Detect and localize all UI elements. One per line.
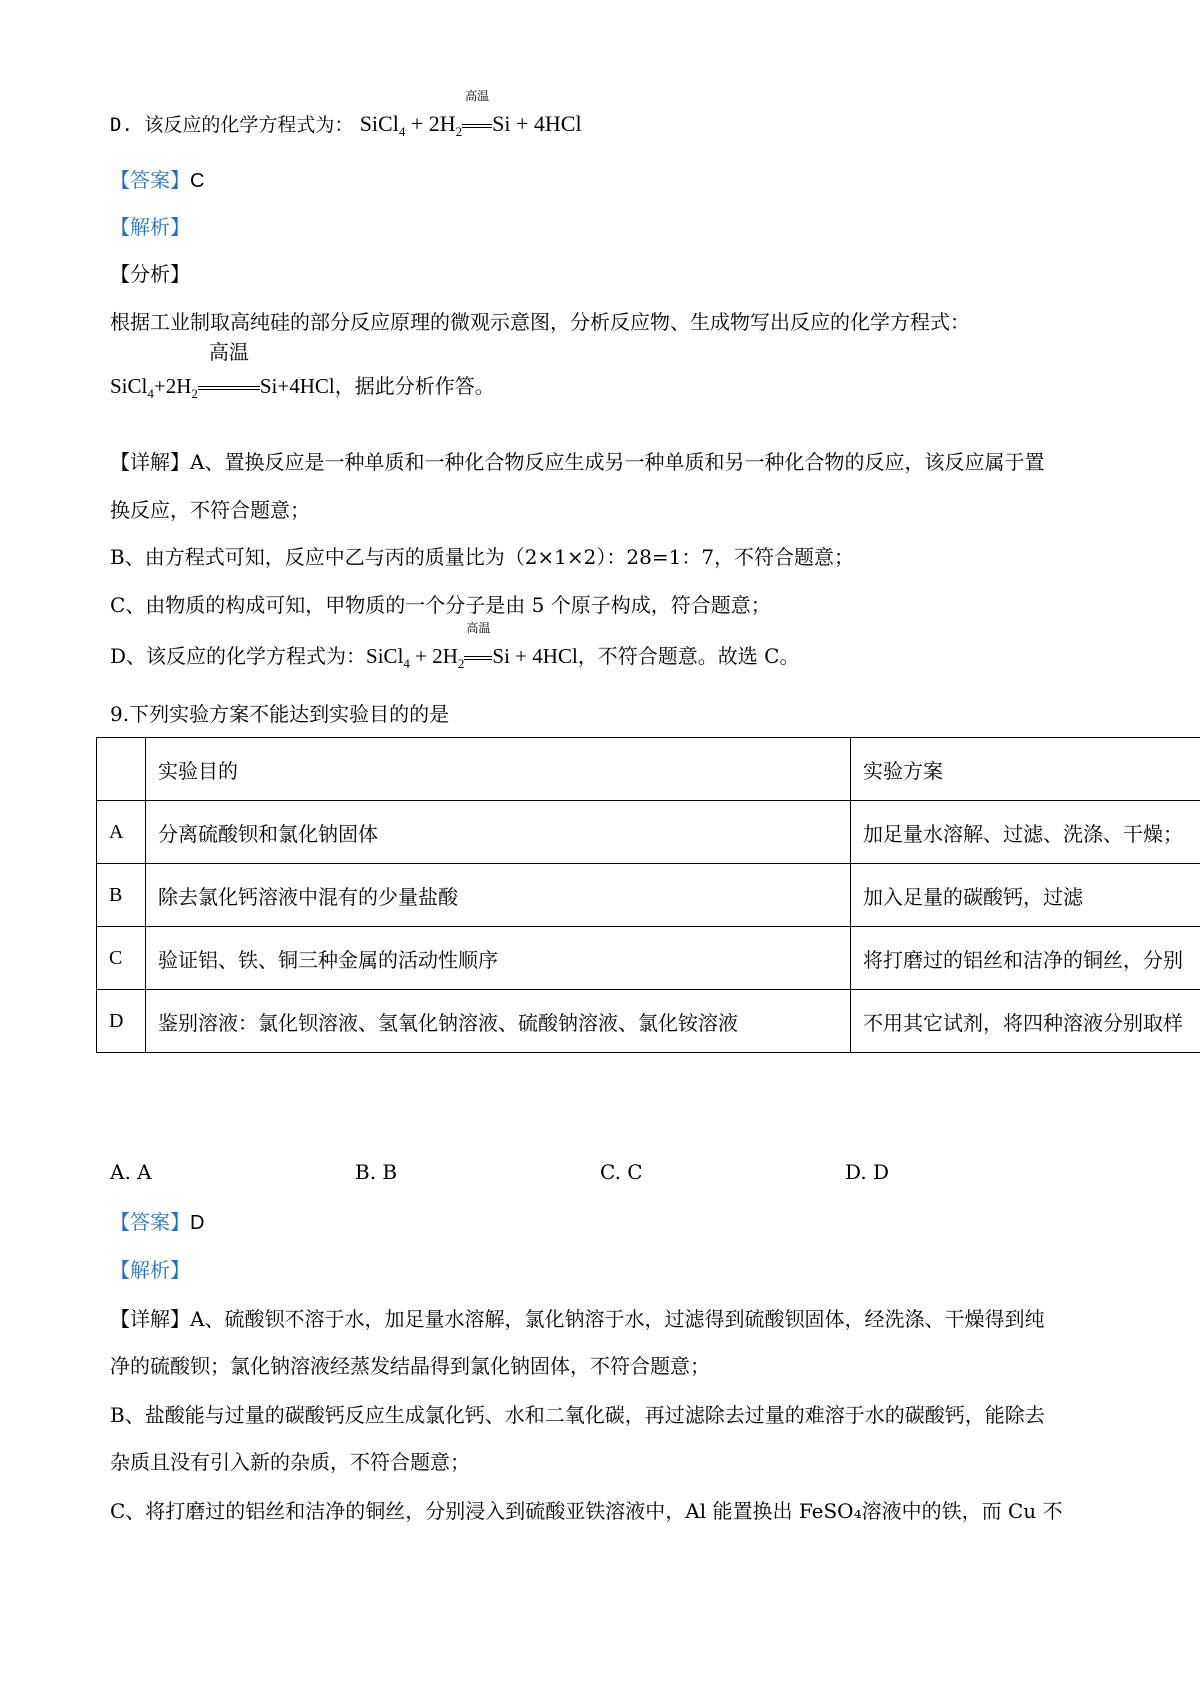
reaction-condition-large: 高温 — [198, 372, 260, 400]
detail-9-line1: 【详解】A、硫酸钡不溶于水，加足量水溶解，氯化钠溶于水，过滤得到硫酸钡固体，经洗涤、干燥得到纯 — [110, 1307, 1045, 1331]
reaction-condition: 高温 — [462, 110, 492, 138]
equation: SiCl$_4$ + $2H_2$ 高温 Si + 4HCl — [359, 89, 582, 139]
table-header-cell — [97, 738, 146, 801]
row-purpose: 验证铝、铁、铜三种金属的活动性顺序 — [146, 927, 851, 990]
table-row — [97, 864, 1200, 927]
detail-9-line4: 杂质且没有引入新的杂质，不符合题意； — [110, 1450, 470, 1474]
table-header-cell: 实验目的 — [146, 738, 851, 801]
detail-8-lineC: C、由物质的构成可知，甲物质的一个分子是由 5 个原子构成，符合题意； — [110, 593, 771, 617]
option-b: B. B — [355, 1160, 398, 1184]
detail-8-line2: 换反应，不符合题意； — [110, 498, 310, 522]
table-header-cell: 实验方案 — [851, 738, 1200, 801]
reaction-condition: 高温 — [464, 642, 492, 670]
table-row — [97, 927, 1200, 990]
table-header-row — [97, 738, 1200, 801]
detail-9-line2: 净的硫酸钡；氯化钠溶液经蒸发结晶得到氯化钠固体，不符合题意； — [110, 1354, 710, 1378]
experiment-table — [96, 737, 1200, 1053]
row-purpose: 鉴别溶液：氯化钡溶液、氢氧化钠溶液、硫酸钠溶液、氯化铵溶液 — [146, 990, 851, 1053]
row-method: 加足量水溶解、过滤、洗涤、干燥； — [851, 801, 1200, 864]
option-d: D. D — [845, 1160, 890, 1184]
table-row — [97, 990, 1200, 1053]
detail-9-line3: B、盐酸能与过量的碳酸钙反应生成氯化钙、水和二氧化碳，再过滤除去过量的难溶于水的碳酸钙，能除去 — [110, 1403, 1045, 1427]
row-method: 加入足量的碳酸钙，过滤 — [851, 864, 1200, 927]
answer-9: 【答案】D — [110, 1210, 205, 1234]
row-method: 将打磨过的铝丝和洁净的铜丝，分别 — [851, 927, 1200, 990]
row-label: C — [97, 927, 146, 990]
option-c: C. C — [600, 1160, 643, 1184]
fenxi-text: 根据工业制取高纯硅的部分反应原理的微观示意图，分析反应物、生成物写出反应的化学方程式： — [110, 310, 970, 334]
detail-9-line5: C、将打磨过的铝丝和洁净的铜丝，分别浸入到硫酸亚铁溶液中，Al 能置换出 FeSO₄溶液中的铁，而 Cu 不 — [110, 1499, 1063, 1523]
detail-8-line1: 【详解】A、置换反应是一种单质和一种化合物反应生成另一种单质和另一种化合物的反应，该反应属于置 — [110, 450, 1045, 474]
analysis-heading-8: 【解析】 — [110, 215, 190, 239]
equation-block: $SiCl_4+2H_2$ 高温 Si+4HCl，据此分析作答。 — [110, 340, 495, 401]
answer-8: 【答案】C — [110, 168, 205, 192]
detail-8-lineB: B、由方程式可知，反应中乙与丙的质量比为（2×1×2）：28=1：7，不符合题意； — [110, 545, 855, 569]
row-label: B — [97, 864, 146, 927]
question-9-title: 9.下列实验方案不能达到实验目的的是 — [110, 702, 450, 726]
row-label: A — [97, 801, 146, 864]
row-purpose: 除去氯化钙溶液中混有的少量盐酸 — [146, 864, 851, 927]
analysis-heading-9: 【解析】 — [110, 1258, 190, 1282]
option-a: A. A — [110, 1160, 152, 1184]
row-method: 不用其它试剂，将四种溶液分别取样 — [851, 990, 1200, 1053]
table-row — [97, 801, 1200, 864]
option-d-line — [110, 89, 582, 146]
row-purpose: 分离硫酸钡和氯化钠固体 — [146, 801, 851, 864]
detail-8-lineD: D、该反应的化学方程式为：SiCl$_4$ + $2H_2$ 高温 Si + 4HCl，不符合题意。故选 C。 — [110, 621, 800, 671]
row-label: D — [97, 990, 146, 1053]
fenxi-heading: 【分析】 — [110, 262, 190, 286]
option-d-prefix: D. 该反应的化学方程式为： — [110, 114, 354, 136]
